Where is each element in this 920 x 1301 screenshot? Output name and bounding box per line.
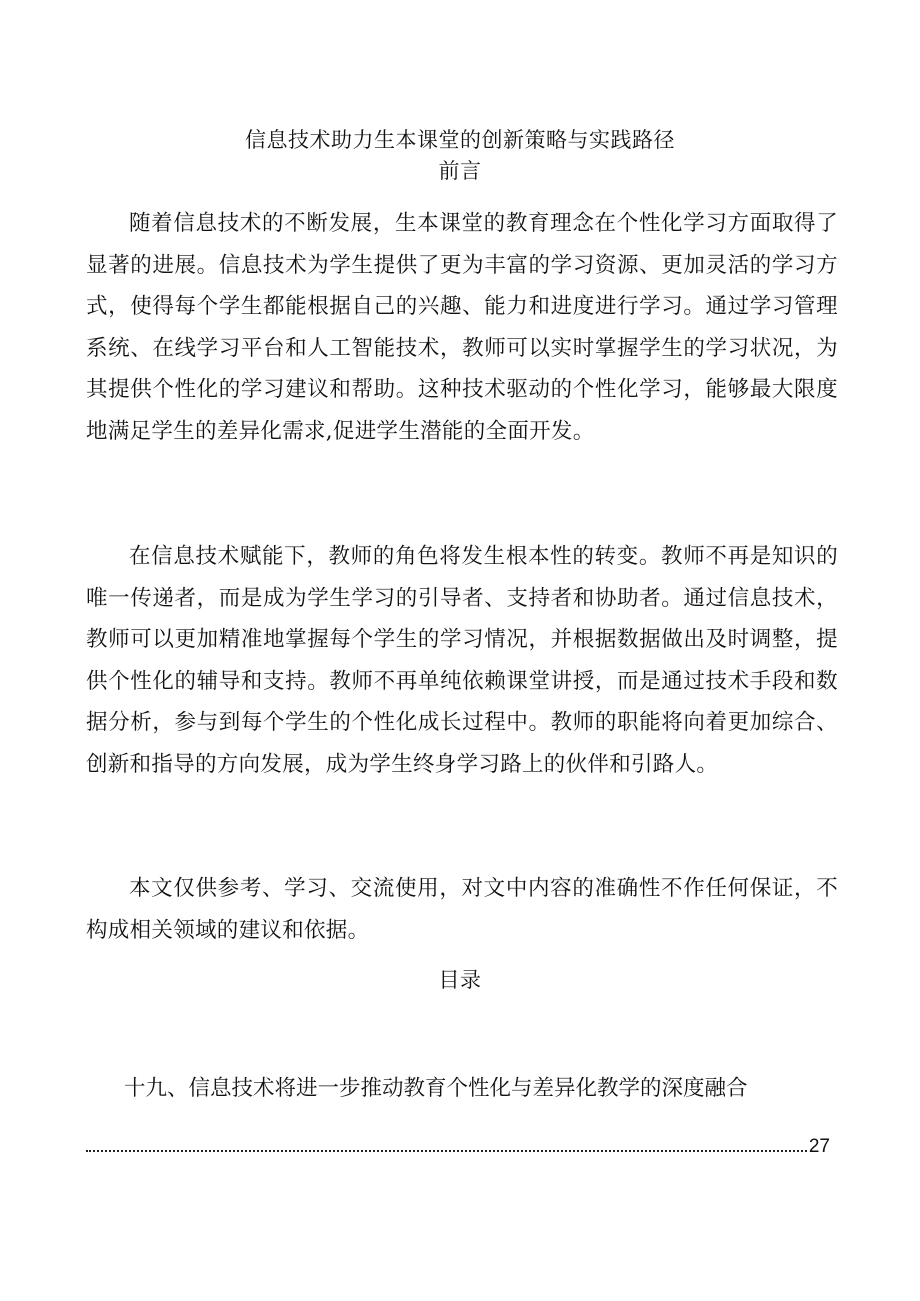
disclaimer-paragraph: 本文仅供参考、学习、交流使用，对文中内容的准确性不作任何保证，不构成相关领域的建议和依据。 [86,876,838,943]
toc-heading: 目录 [438,968,482,992]
preface-paragraph-1: 随着信息技术的不断发展，生本课堂的教育理念在个性化学习方面取得了显著的进展。信息技术为学生提供了更为丰富的学习资源、更加灵活的学习方式，使得每个学生都能根据自己的兴趣、能力和进度进行学习。通过学习管理系统、在线学习平台和人工智能技术，教师可以实时掌握学生的学习状况，为其提供个性化的学习建议和帮助。这种技术驱动的个性化学习，能够最大限度地满足学生的差异化需求,促进学生潜能的全面开发。 [86,211,838,444]
preface-paragraph-2: 在信息技术赋能下，教师的角色将发生根本性的转变。教师不再是知识的唯一传递者，而是成为学生学习的引导者、支持者和协助者。通过信息技术，教师可以更加精准地掌握每个学生的学习情况，并根据数据做出及时调整，提供个性化的辅导和支持。教师不再单纯依赖课堂讲授，而是通过技术手段和数据分析，参与到每个学生的个性化成长过程中。教师的职能将向着更加综合、创新和指导的方向发展，成为学生终身学习路上的伙伴和引路人。 [86,544,838,777]
toc-dot-leader [86,1150,807,1152]
document-title: 信息技术助力生本课堂的创新策略与实践路径 [245,128,675,152]
preface-heading: 前言 [438,159,482,183]
toc-entry-leader-row[interactable] [86,1128,830,1158]
toc-entry-label[interactable]: 十九、信息技术将进一步推动教育个性化与差异化教学的深度融合 [124,1076,748,1101]
toc-page-number: 27 [808,1136,830,1157]
